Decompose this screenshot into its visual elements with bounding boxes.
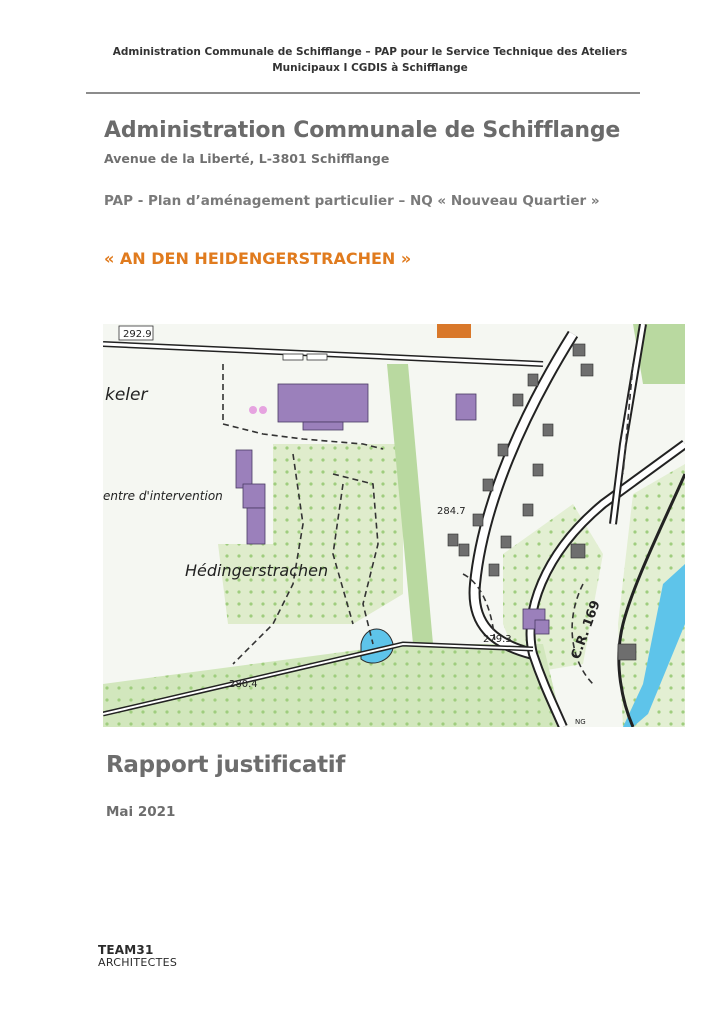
logo-line-2: ARCHITECTES [98, 956, 178, 969]
report-date: Mai 2021 [106, 804, 176, 820]
label-centre-intervention: entre d'intervention [103, 489, 223, 503]
house [528, 374, 538, 386]
pink-marker-2 [259, 406, 267, 414]
house [483, 479, 493, 491]
house [501, 536, 511, 548]
house [513, 394, 523, 406]
park-zone-west-dots [218, 544, 278, 624]
header-line-1: Administration Communale de Schifflange – PAP pour le Service Technique des Ateliers [112, 46, 628, 58]
house [571, 544, 585, 558]
house [459, 544, 469, 556]
logo-line-1: TEAM31 [98, 943, 154, 957]
org-title: Administration Communale de Schifflange [104, 118, 621, 143]
site-map [103, 324, 685, 727]
header-line-2: Municipaux I CGDIS à Schifflange [272, 62, 468, 74]
building-west-2 [243, 484, 265, 508]
site-map-graphic [103, 324, 685, 727]
label-cr169: C.R. 169 [568, 598, 604, 662]
elevation-right: 279.3 [483, 634, 512, 645]
building-main [278, 384, 368, 422]
label-hedingerstrachen: Hédingerstrachen [185, 561, 329, 580]
house [581, 364, 593, 376]
header-divider [86, 92, 640, 94]
house [448, 534, 458, 546]
house [498, 444, 508, 456]
elevation-top: 292.9 [123, 329, 152, 340]
house [533, 464, 543, 476]
elevation-low: 280.4 [229, 679, 258, 690]
pink-marker-1 [249, 406, 257, 414]
project-name: « AN DEN HEIDENGERSTRACHEN » [104, 249, 412, 268]
building-south-annex [535, 620, 549, 634]
report-title: Rapport justificatif [106, 752, 346, 778]
building-west-3 [247, 508, 265, 544]
orange-roof [437, 324, 471, 338]
building-east [456, 394, 476, 420]
house [543, 424, 553, 436]
label-ng: NG [575, 718, 586, 726]
house [618, 644, 636, 660]
house [523, 504, 533, 516]
station-outline-2 [307, 354, 327, 360]
building-west-1 [236, 450, 252, 488]
place-keler: keler [105, 385, 148, 405]
page-header [90, 44, 650, 76]
house [489, 564, 499, 576]
pap-subtitle: PAP - Plan d’aménagement particulier – NQ « Nouveau Quartier » [104, 193, 600, 209]
station-outline-1 [283, 354, 303, 360]
house [573, 344, 585, 356]
park-zone-dots [273, 444, 403, 624]
org-address: Avenue de la Liberté, L-3801 Schifflange [104, 151, 390, 166]
building-main-annex [303, 422, 343, 430]
elevation-mid: 284.7 [437, 506, 466, 517]
team31-logo [98, 944, 177, 969]
house [473, 514, 483, 526]
